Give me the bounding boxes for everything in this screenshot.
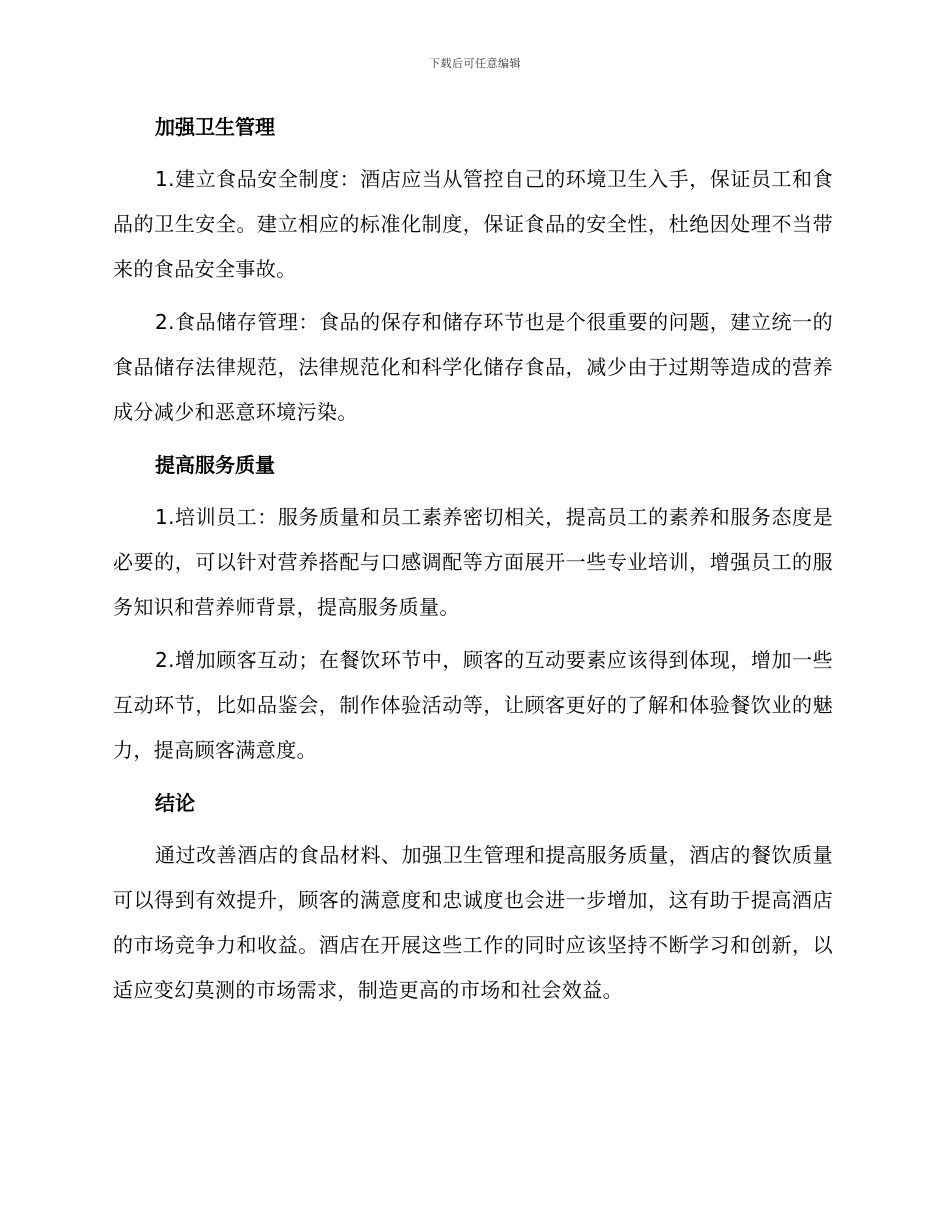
paragraph-conclusion: 通过改善酒店的食品材料、加强卫生管理和提高服务质量，酒店的餐饮质量可以得到有效提升，顾客的满意度和忠诚度也会进一步增加，这有助于提高酒店的市场竞争力和收益。酒店在开展这些工作的同时应该坚持不断学习和创新，以适应变幻莫测的市场需求，制造更高的市场和社会效益。 — [113, 843, 833, 1002]
page-header: 下载后可任意编辑 — [429, 57, 521, 70]
section-heading-service: 提高服务质量 — [155, 453, 275, 477]
paragraph-food-storage: 2.食品储存管理：食品的保存和储存环节也是个很重要的问题，建立统一的食品储存法律规范，法律规范化和科学化储存食品，减少由于过期等造成的营养成分减少和恶意环境污染。 — [113, 310, 833, 424]
paragraph-customer-interaction: 2.增加顾客互动；在餐饮环节中，顾客的互动要素应该得到体现，增加一些互动环节，比如品鉴会，制作体验活动等，让顾客更好的了解和体验餐饮业的魅力，提高顾客满意度。 — [113, 648, 833, 762]
paragraph-staff-training: 1.培训员工：服务质量和员工素养密切相关，提高员工的素养和服务态度是必要的，可以针对营养搭配与口感调配等方面展开一些专业培训，增强员工的服务知识和营养师背景，提高服务质量。 — [113, 505, 833, 619]
paragraph-food-safety-system: 1.建立食品安全制度：酒店应当从管控自己的环境卫生入手，保证员工和食品的卫生安全。建立相应的标准化制度，保证食品的安全性，杜绝因处理不当带来的食品安全事故。 — [113, 167, 833, 281]
section-heading-hygiene: 加强卫生管理 — [155, 115, 275, 139]
document-body — [113, 105, 833, 1021]
section-heading-conclusion: 结论 — [155, 791, 195, 815]
